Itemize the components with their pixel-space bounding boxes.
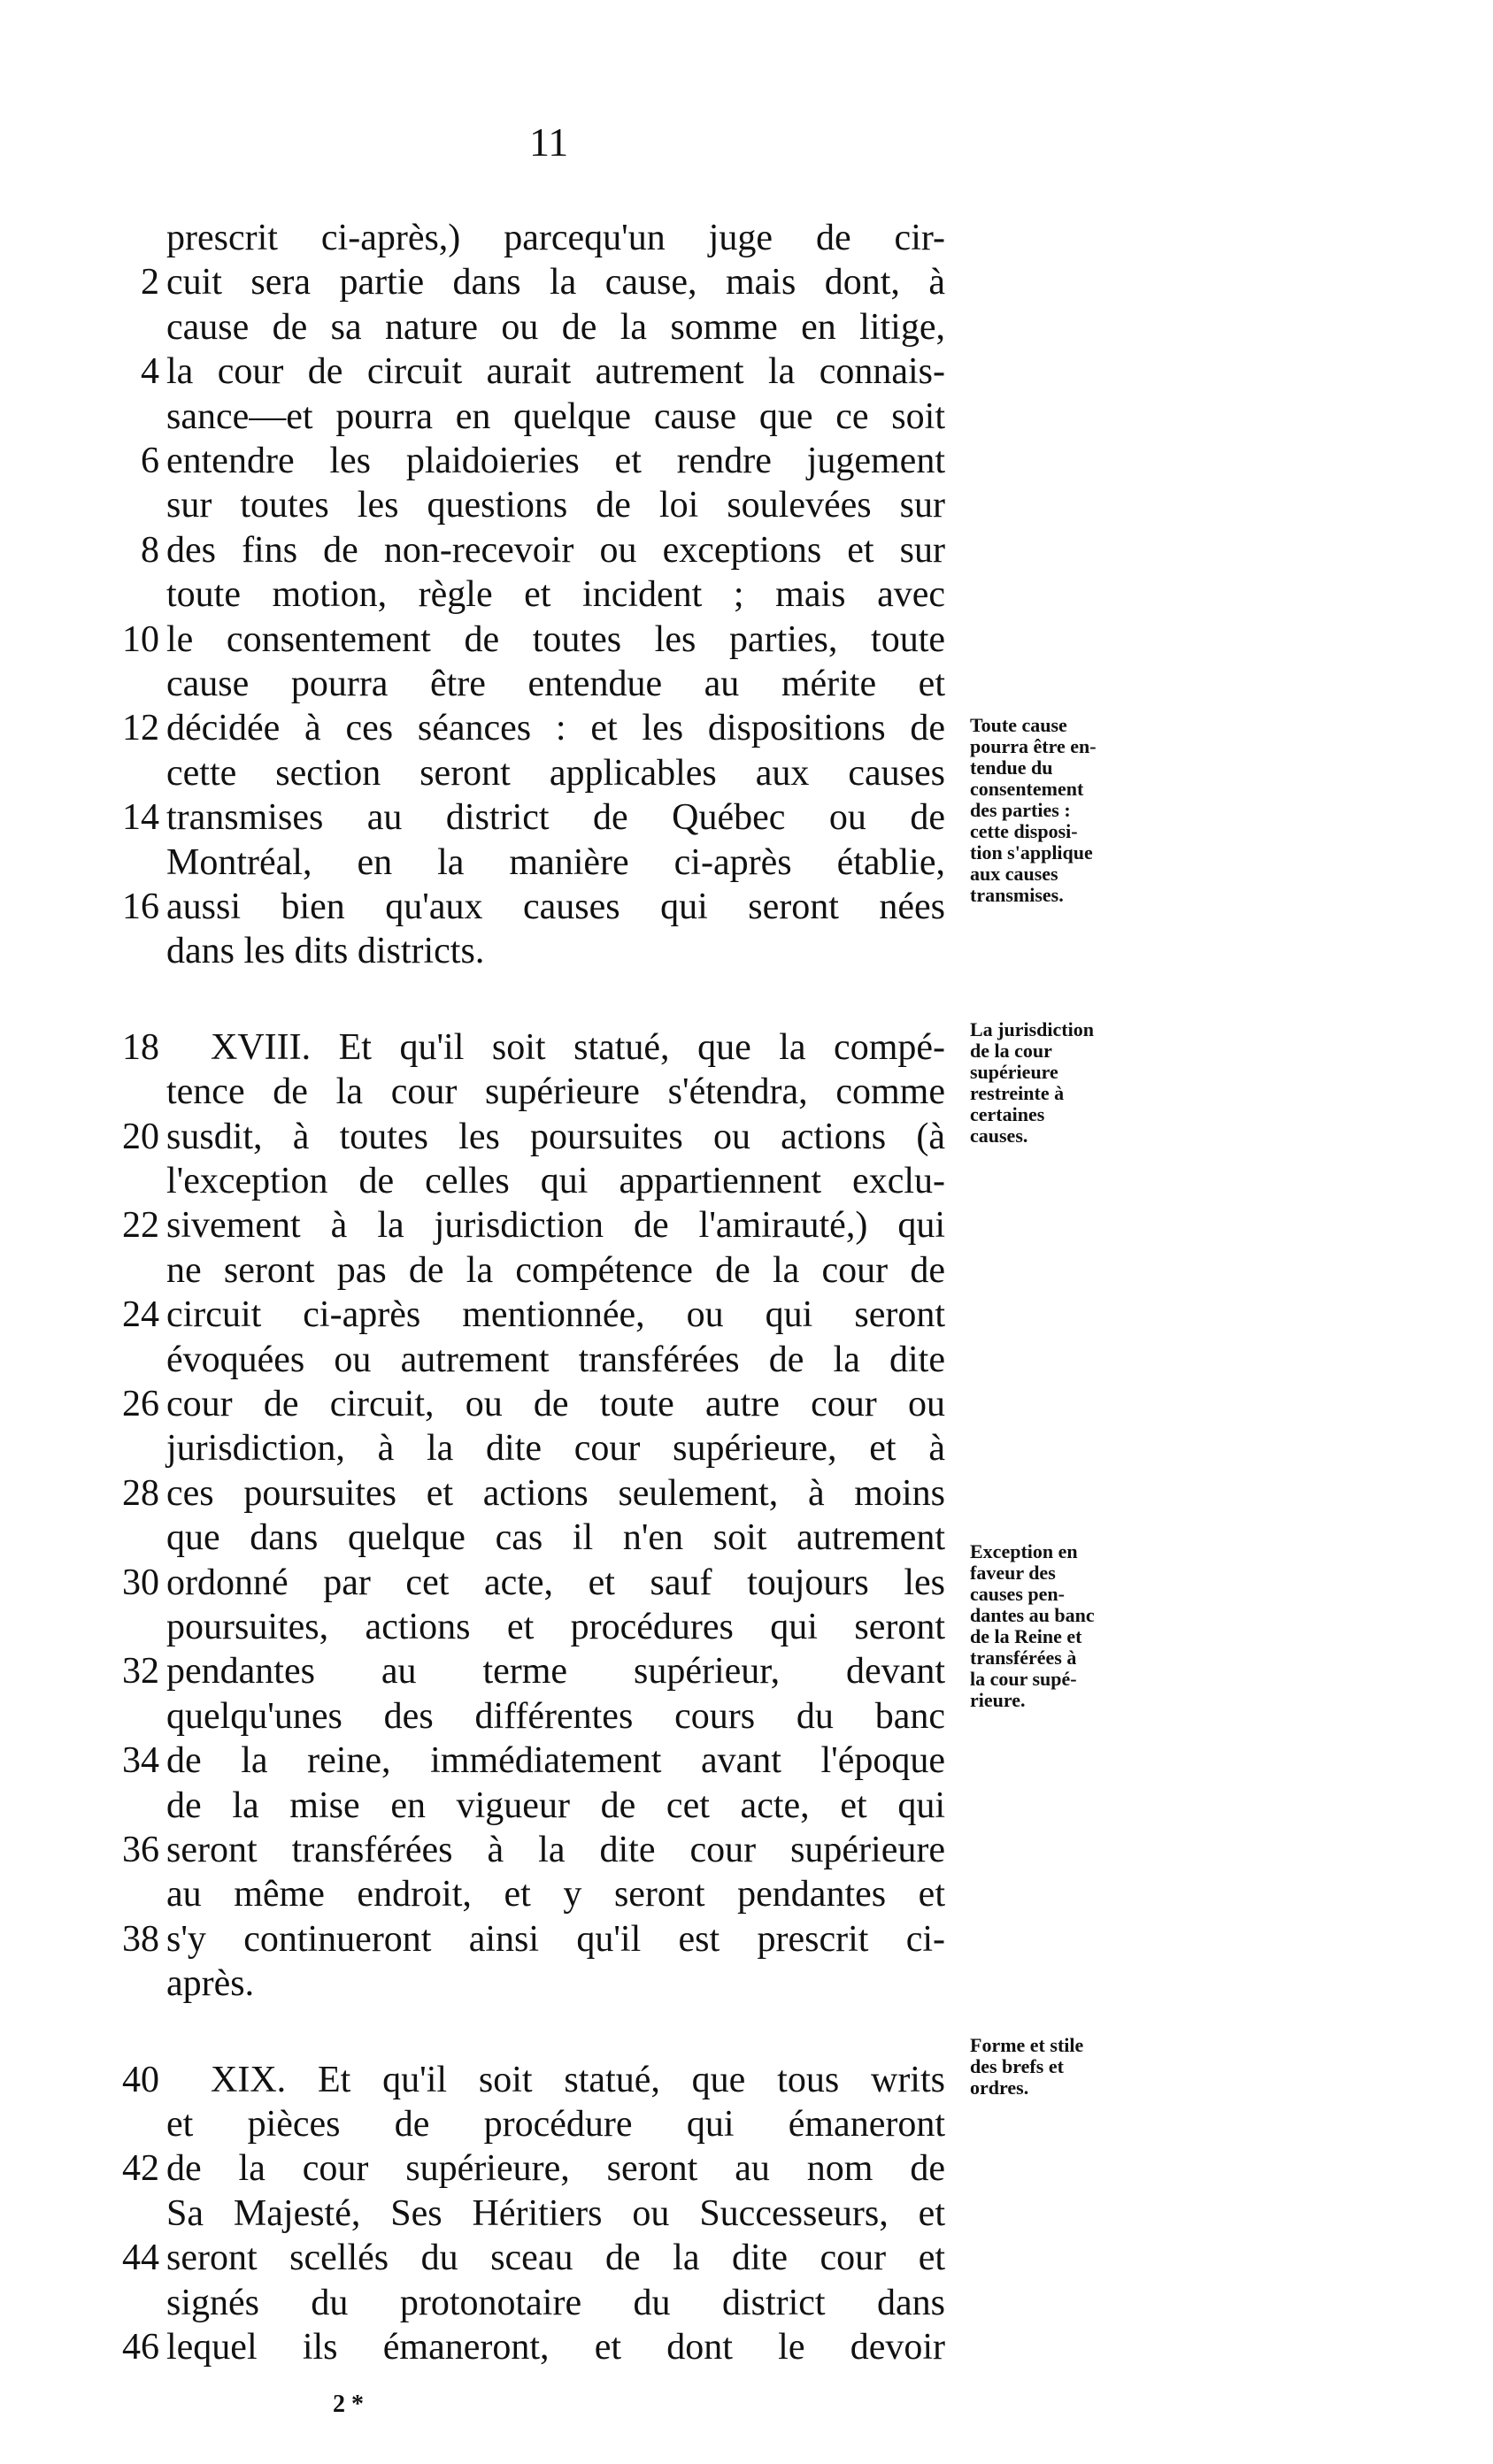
margin-note-line: causes. — [970, 1125, 1028, 1147]
line-text: quelqu'unes des différentes cours du banc — [166, 1696, 945, 1737]
line-number: 38 — [122, 1919, 159, 1960]
margin-note-line: dantes au banc — [970, 1604, 1095, 1626]
line-text: sivement à la jurisdiction de l'amirauté,) qui — [166, 1205, 945, 1246]
line-text: Sa Majesté, Ses Héritiers ou Successeurs, et — [166, 2193, 945, 2234]
line-text: le consentement de toutes les parties, toute — [166, 619, 945, 660]
line-text: que dans quelque cas il n'en soit autrement — [166, 1517, 945, 1558]
margin-note-line: rieure. — [970, 1689, 1026, 1711]
line-text: transmises au district de Québec ou de — [166, 797, 945, 838]
page-number: 11 — [529, 119, 569, 165]
line-text: poursuites, actions et procédures qui seront — [166, 1607, 945, 1647]
line-number: 6 — [141, 441, 159, 481]
line-text: jurisdiction, à la dite cour supérieure, et à — [166, 1428, 945, 1469]
margin-note-line: de la Reine et — [970, 1625, 1082, 1647]
line-text: circuit ci-après mentionnée, ou qui seront — [166, 1294, 945, 1335]
line-text: sance—et pourra en quelque cause que ce soit — [166, 396, 945, 437]
line-text: susdit, à toutes les poursuites ou actions (à — [166, 1117, 945, 1157]
margin-note-line: ordres. — [970, 2076, 1029, 2099]
margin-note-line: supérieure — [970, 1061, 1058, 1083]
line-text: l'exception de celles qui appartiennent exclu- — [166, 1161, 945, 1201]
margin-note-line: Exception en — [970, 1540, 1078, 1562]
margin-note-line: faveur des — [970, 1562, 1056, 1584]
line-number: 22 — [122, 1205, 159, 1246]
margin-note-line: tendue du — [970, 756, 1053, 779]
line-number: 20 — [122, 1117, 159, 1157]
line-number: 26 — [122, 1384, 159, 1424]
margin-note-line: la cour supé- — [970, 1668, 1077, 1690]
margin-note-line: certaines — [970, 1103, 1045, 1125]
line-number: 12 — [122, 708, 159, 748]
line-text: et pièces de procédure qui émaneront — [166, 2104, 945, 2145]
line-number: 44 — [122, 2238, 159, 2278]
line-number: 42 — [122, 2148, 159, 2189]
line-text: toute motion, règle et incident ; mais avec — [166, 574, 945, 615]
margin-note-line: restreinte à — [970, 1082, 1065, 1104]
line-number: 8 — [141, 530, 159, 571]
line-text: cuit sera partie dans la cause, mais dont, à — [166, 262, 945, 303]
line-text: tence de la cour supérieure s'étendra, comme — [166, 1071, 945, 1112]
line-number: 24 — [122, 1294, 159, 1335]
margin-note-line: des parties : — [970, 799, 1071, 821]
line-text: cette section seront applicables aux causes — [166, 753, 945, 794]
line-text: cour de circuit, ou de toute autre cour ou — [166, 1384, 945, 1424]
line-text: cause de sa nature ou de la somme en litige, — [166, 307, 945, 348]
margin-note-line: pourra être en- — [970, 735, 1097, 757]
line-text: lequel ils émaneront, et dont le devoir — [166, 2327, 945, 2368]
margin-note-line: des brefs et — [970, 2055, 1064, 2077]
line-text: seront scellés du sceau de la dite cour et — [166, 2238, 945, 2278]
line-text: sur toutes les questions de loi soulevées sur — [166, 485, 945, 526]
line-text: seront transférées à la dite cour supérieure — [166, 1830, 945, 1870]
margin-note-line: transmises. — [970, 884, 1064, 906]
line-text: au même endroit, et y seront pendantes et — [166, 1874, 945, 1915]
margin-note-line: consentement — [970, 778, 1084, 800]
margin-note-line: Forme et stile — [970, 2034, 1084, 2056]
margin-note-line: tion s'applique — [970, 841, 1093, 864]
line-text: des fins de non-recevoir ou exceptions et sur — [166, 530, 945, 571]
line-text: pendantes au terme supérieur, devant — [166, 1651, 945, 1692]
line-text: XIX. Et qu'il soit statué, que tous writs — [211, 2060, 945, 2100]
margin-note-line: cette disposi- — [970, 820, 1078, 842]
line-text: de la cour supérieure, seront au nom de — [166, 2148, 945, 2189]
line-number: 34 — [122, 1740, 159, 1781]
margin-note-line: La jurisdiction — [970, 1018, 1094, 1040]
margin-note-line: de la cour — [970, 1040, 1052, 1062]
line-number: 40 — [122, 2060, 159, 2100]
line-text: cause pourra être entendue au mérite et — [166, 664, 945, 704]
margin-note-line: Toute cause — [970, 714, 1067, 736]
line-text: aussi bien qu'aux causes qui seront nées — [166, 887, 945, 927]
margin-note — [970, 2035, 1200, 2099]
signature-mark: 2 * — [333, 2391, 364, 2418]
line-number: 36 — [122, 1830, 159, 1870]
line-text: de la mise en vigueur de cet acte, et qui — [166, 1785, 945, 1826]
line-text: Montréal, en la manière ci-après établie, — [166, 842, 945, 883]
margin-note — [970, 1541, 1200, 1711]
line-number: 18 — [122, 1027, 159, 1068]
line-number: 28 — [122, 1473, 159, 1514]
line-text: s'y continueront ainsi qu'il est prescrit ci- — [166, 1919, 945, 1960]
line-text: dans les dits districts. — [166, 931, 485, 971]
line-number: 32 — [122, 1651, 159, 1692]
line-text: de la reine, immédiatement avant l'époque — [166, 1740, 945, 1781]
line-number: 14 — [122, 797, 159, 838]
line-text: après. — [166, 1963, 255, 2004]
line-text: signés du protonotaire du district dans — [166, 2283, 945, 2323]
line-text: prescrit ci-après,) parcequ'un juge de cir- — [166, 218, 945, 258]
margin-note-line: aux causes — [970, 863, 1058, 885]
line-text: évoquées ou autrement transférées de la dite — [166, 1339, 945, 1380]
line-number: 2 — [141, 262, 159, 303]
margin-note-line: transférées à — [970, 1647, 1077, 1669]
line-text: la cour de circuit aurait autrement la connais- — [166, 351, 945, 392]
margin-note — [970, 715, 1200, 906]
line-number: 30 — [122, 1562, 159, 1603]
line-number: 16 — [122, 887, 159, 927]
line-text: XVIII. Et qu'il soit statué, que la compé- — [211, 1027, 945, 1068]
line-number: 4 — [141, 351, 159, 392]
line-text: ne seront pas de la compétence de la cour de — [166, 1250, 945, 1291]
line-text: décidée à ces séances : et les dispositions de — [166, 708, 945, 748]
line-number: 10 — [122, 619, 159, 660]
line-text: entendre les plaidoieries et rendre jugement — [166, 441, 945, 481]
line-text: ordonné par cet acte, et sauf toujours les — [166, 1562, 945, 1603]
margin-note-line: causes pen- — [970, 1583, 1065, 1605]
margin-note — [970, 1019, 1200, 1147]
line-text: ces poursuites et actions seulement, à moins — [166, 1473, 945, 1514]
line-number: 46 — [122, 2327, 159, 2368]
